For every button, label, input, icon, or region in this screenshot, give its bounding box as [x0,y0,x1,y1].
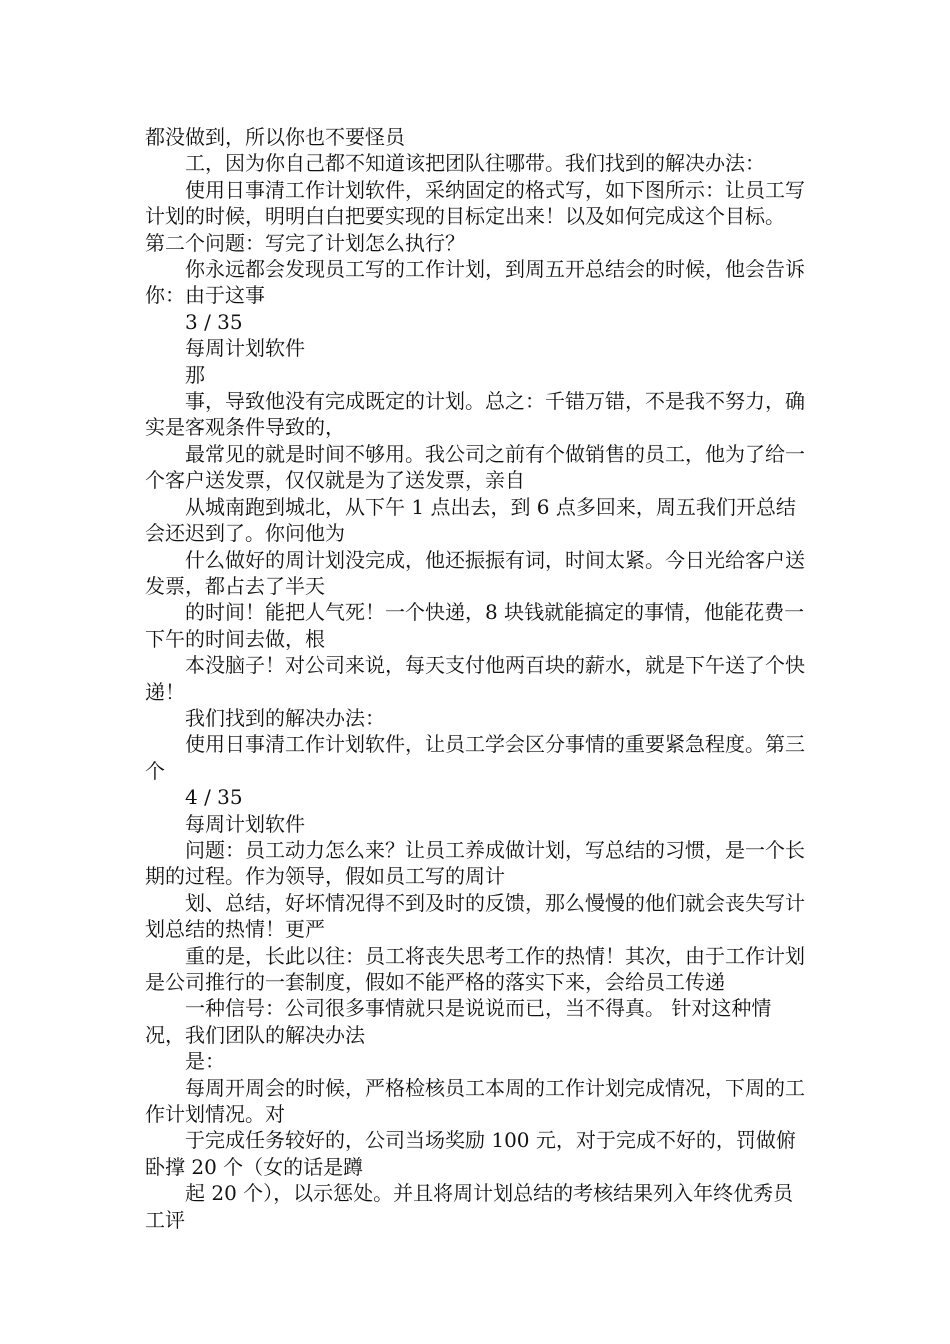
page-number: 4 / 35 [185,785,243,810]
paragraph: 都没做到，所以你也不要怪员 [145,125,405,149]
paragraph: 每周开周会的时候，严格检核员工本周的工作计划完成情况，下周的工作计划情况。对 [145,1075,805,1127]
paragraph: 那 [185,362,205,387]
paragraph: 问题：员工动力怎么来？让员工养成做计划，写总结的习惯，是一个长期的过程。作为领导，假如员工写的周计 [145,837,805,889]
paragraph: 的时间！能把人气死！一个快递，8 块钱就能搞定的事情，他能花费一下午的时间去做，根 [145,600,805,651]
paragraph: 使用日事清工作计划软件，采纳固定的格式写，如下图所示：让员工写计划的时候，明明白白把要实现的目标定出来！以及如何完成这个目标。 第二个问题：写完了计划怎么执行？ [145,177,805,255]
paragraph: 使用日事清工作计划软件，让员工学会区分事情的重要紧急程度。第三个 [145,732,805,783]
running-header: 每周计划软件 [185,336,305,361]
page-number: 3 / 35 [185,309,243,334]
paragraph: 我们找到的解决办法： [185,705,385,730]
paragraph: 划、总结，好坏情况得不到及时的反馈，那么慢慢的他们就会丧失写计划总结的热情！更严 [145,890,805,942]
paragraph: 于完成任务较好的，公司当场奖励 100 元，对于完成不好的，罚做俯卧撑 20 个（女的话是蹲 [145,1128,796,1179]
paragraph: 你永远都会发现员工写的工作计划，到周五开总结会的时候，他会告诉你：由于这事 [145,257,805,308]
paragraph: 起 20 个），以示惩处。并且将周计划总结的考核结果列入年终优秀员工评 [145,1181,794,1232]
paragraph: 本没脑子！对公司来说，每天支付他两百块的薪水，就是下午送了个快递！ [145,653,805,704]
paragraph: 一种信号：公司很多事情就只是说说而已，当不得真。 针对这种情况，我们团队的解决办法 [145,996,772,1047]
paragraph: 是： [185,1049,225,1074]
paragraph: 重的是，长此以往：员工将丧失思考工作的热情！其次，由于工作计划是公司推行的一套制度，假如不能严格的落实下来，会给员工传递 [145,943,805,994]
running-header: 每周计划软件 [185,811,305,836]
paragraph: 工，因为你自己都不知道该把团队往哪带。我们找到的解决办法： [185,151,765,176]
paragraph: 事，导致他没有完成既定的计划。总之：千错万错，不是我不努力，确实是客观条件导致的， [145,389,805,440]
document-body [145,124,810,1233]
paragraph: 什么做好的周计划没完成，他还振振有词，时间太紧。今日光给客户送发票，都占去了半天 [145,547,805,598]
paragraph: 最常见的就是时间不够用。我公司之前有个做销售的员工，他为了给一个客户送发票，仅仅就是为了送发票，亲自 [145,441,805,493]
paragraph: 从城南跑到城北，从下午 1 点出去，到 6 点多回来，周五我们开总结会还迟到了。你问他为 [145,494,796,546]
